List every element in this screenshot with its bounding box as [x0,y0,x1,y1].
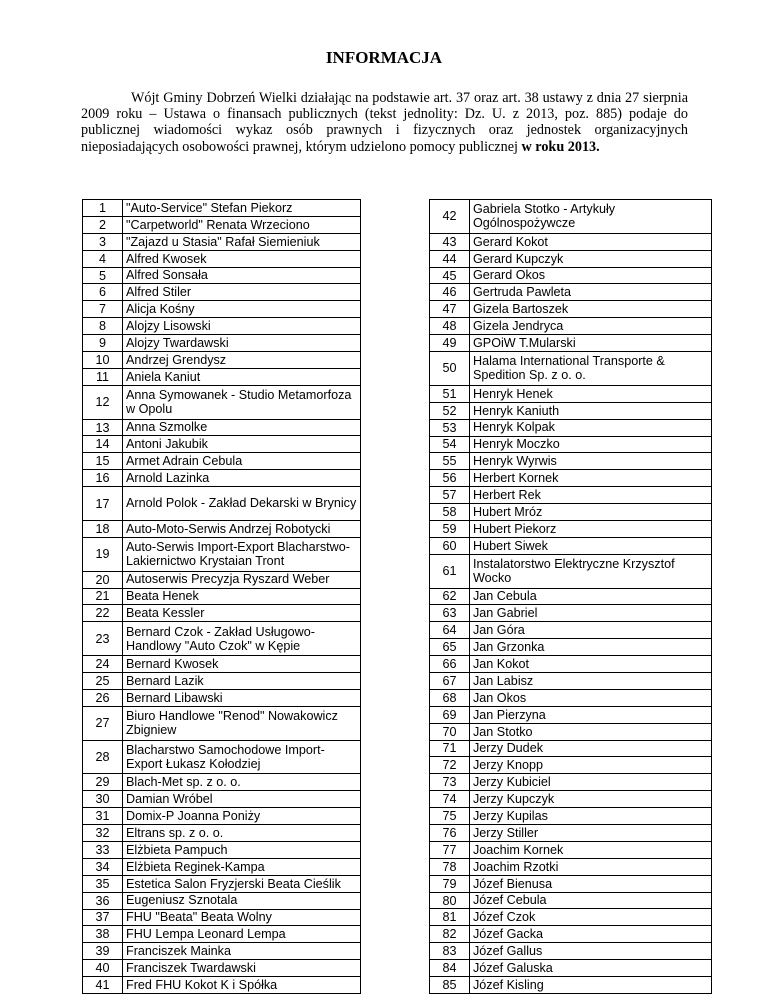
table-row [83,977,361,994]
table-row [430,385,712,402]
row-number: 64 [430,622,470,639]
beneficiary-name: Fred FHU Kokot K i Spółka [123,977,361,994]
row-number: 31 [83,808,123,825]
beneficiary-name: Herbert Kornek [470,470,712,487]
table-row [430,402,712,419]
beneficiary-name: "Zajazd u Stasia" Rafał Siemieniuk [123,233,361,250]
row-number: 51 [430,385,470,402]
row-number: 25 [83,673,123,690]
table-row [83,385,361,419]
row-number: 54 [430,436,470,453]
row-number: 69 [430,706,470,723]
intro-paragraph [81,90,688,155]
table-row [83,774,361,791]
beneficiary-name: Jerzy Dudek [470,740,712,757]
row-number: 43 [430,233,470,250]
beneficiary-table-left [82,199,361,994]
beneficiary-name: Gerard Kokot [470,233,712,250]
table-row [83,808,361,825]
table-row [430,740,712,757]
row-number: 5 [83,267,123,284]
beneficiary-name: Bernard Kwosek [123,656,361,673]
table-row [83,791,361,808]
beneficiary-name: Aniela Kaniut [123,368,361,385]
beneficiary-name: Józef Gallus [470,943,712,960]
row-number: 17 [83,487,123,521]
table-row [430,352,712,386]
table-row [83,926,361,943]
table-row [430,858,712,875]
row-number: 72 [430,757,470,774]
beneficiary-name: Henryk Wyrwis [470,453,712,470]
beneficiary-name: Jan Cebula [470,588,712,605]
beneficiary-name: Instalatorstwo Elektryczne Krzysztof Wocko [470,554,712,588]
row-number: 1 [83,200,123,217]
row-number: 58 [430,504,470,521]
beneficiary-name: Gertruda Pawleta [470,284,712,301]
table-row [430,791,712,808]
beneficiary-name: Arnold Polok - Zakład Dekarski w Brynicy [123,487,361,521]
table-row [83,673,361,690]
table-row [83,233,361,250]
table-row [430,504,712,521]
row-number: 47 [430,301,470,318]
table-row [430,689,712,706]
row-number: 68 [430,689,470,706]
beneficiary-name: Gerard Okos [470,267,712,284]
table-row [430,875,712,892]
beneficiary-name: Gizela Bartoszek [470,301,712,318]
table-row [430,250,712,267]
row-number: 59 [430,520,470,537]
row-number: 79 [430,875,470,892]
table-row [430,318,712,335]
table-row [430,284,712,301]
table-row [430,436,712,453]
beneficiary-name: Gerard Kupczyk [470,250,712,267]
row-number: 7 [83,301,123,318]
row-number: 48 [430,318,470,335]
beneficiary-name: Andrzej Grendysz [123,352,361,369]
row-number: 81 [430,909,470,926]
beneficiary-name: Józef Galuska [470,960,712,977]
table-row [430,909,712,926]
beneficiary-name: Auto-Serwis Import-Export Blacharstwo-Lakiernictwo Krystaian Tront [123,537,361,571]
beneficiary-name: Franciszek Twardawski [123,960,361,977]
table-row [83,284,361,301]
row-number: 20 [83,571,123,588]
table-row [430,588,712,605]
intro-bold-tail: w roku 2013. [521,138,600,155]
beneficiary-name: Blacharstwo Samochodowe Import-Export Łukasz Kołodziej [123,740,361,774]
row-number: 74 [430,791,470,808]
row-number: 73 [430,774,470,791]
row-number: 22 [83,605,123,622]
row-number: 50 [430,352,470,386]
table-row [83,250,361,267]
table-row [430,892,712,909]
table-row [83,588,361,605]
beneficiary-name: Armet Adrain Cebula [123,453,361,470]
table-row [83,622,361,656]
table-row [430,926,712,943]
beneficiary-name: Arnold Lazinka [123,470,361,487]
beneficiary-name: Biuro Handlowe "Renod" Nowakowicz Zbigniew [123,706,361,740]
table-row [430,622,712,639]
table-row [83,335,361,352]
table-row [430,656,712,673]
beneficiary-name: Eugeniusz Sznotala [123,892,361,909]
document-title: INFORMACJA [325,48,443,67]
row-number: 65 [430,639,470,656]
row-number: 76 [430,825,470,842]
row-number: 66 [430,656,470,673]
row-number: 28 [83,740,123,774]
table-row [430,841,712,858]
beneficiary-name: Jerzy Knopp [470,757,712,774]
beneficiary-name: Jerzy Kupilas [470,808,712,825]
table-row [430,419,712,436]
beneficiary-name: Hubert Siwek [470,537,712,554]
beneficiary-name: Alfred Sonsała [123,267,361,284]
beneficiary-name: Jerzy Kupczyk [470,791,712,808]
table-row [83,825,361,842]
table-row [83,706,361,740]
table-row [83,470,361,487]
row-number: 12 [83,385,123,419]
row-number: 18 [83,520,123,537]
table-row [83,520,361,537]
beneficiary-name: Jerzy Stiller [470,825,712,842]
table-row [83,943,361,960]
row-number: 71 [430,740,470,757]
beneficiary-name: Blach-Met sp. z o. o. [123,774,361,791]
table-row [83,740,361,774]
table-row [83,368,361,385]
beneficiary-name: Jan Okos [470,689,712,706]
row-number: 49 [430,335,470,352]
row-number: 82 [430,926,470,943]
intro-text: Wójt Gminy Dobrzeń Wielki działając na podstawie art. 37 oraz art. 38 ustawy z dnia 27 sierpnia 2009 roku – Ustawa o finansach publicznych (tekst jednolity: Dz. U. z 2013, poz. 885) podaje do publicznej wiadomości wykaz osób prawnych i fizycznych oraz jednostek organizacyjnych nieposiadających osobowości prawnej, którym udzielono pomocy publicznej [81,90,688,155]
beneficiary-name: Halama International Transporte & Spedition Sp. z o. o. [470,352,712,386]
row-number: 61 [430,554,470,588]
table-row [430,943,712,960]
row-number: 84 [430,960,470,977]
table-row [430,825,712,842]
beneficiary-name: Jan Gabriel [470,605,712,622]
row-number: 34 [83,858,123,875]
beneficiary-name: Gabriela Stotko - Artykuły Ogólnospożywcze [470,200,712,234]
row-number: 45 [430,267,470,284]
table-row [83,352,361,369]
beneficiary-name: Jan Kokot [470,656,712,673]
beneficiary-name: Jan Stotko [470,723,712,740]
table-row [83,605,361,622]
row-number: 40 [83,960,123,977]
row-number: 63 [430,605,470,622]
beneficiary-name: FHU Lempa Leonard Lempa [123,926,361,943]
beneficiary-name: Anna Szmolke [123,419,361,436]
row-number: 70 [430,723,470,740]
beneficiary-name: Damian Wróbel [123,791,361,808]
beneficiary-name: Hubert Piekorz [470,520,712,537]
beneficiary-name: Gizela Jendryca [470,318,712,335]
beneficiary-name: Bernard Libawski [123,689,361,706]
row-number: 39 [83,943,123,960]
row-number: 62 [430,588,470,605]
table-row [430,487,712,504]
row-number: 77 [430,841,470,858]
row-number: 30 [83,791,123,808]
table-row [430,267,712,284]
table-row [83,571,361,588]
table-row [83,487,361,521]
table-row [430,757,712,774]
table-row [83,318,361,335]
row-number: 26 [83,689,123,706]
table-row [430,706,712,723]
beneficiary-name: Franciszek Mainka [123,943,361,960]
table-row [430,554,712,588]
table-row [83,267,361,284]
row-number: 3 [83,233,123,250]
beneficiary-name: Alfred Kwosek [123,250,361,267]
beneficiary-name: Hubert Mróz [470,504,712,521]
table-row [83,892,361,909]
row-number: 16 [83,470,123,487]
beneficiary-name: Józef Cebula [470,892,712,909]
table-row [430,470,712,487]
beneficiary-name: Alfred Stiler [123,284,361,301]
row-number: 67 [430,672,470,689]
row-number: 4 [83,250,123,267]
row-number: 14 [83,436,123,453]
table-row [83,909,361,926]
row-number: 10 [83,352,123,369]
row-number: 38 [83,926,123,943]
row-number: 36 [83,892,123,909]
beneficiary-name: Jan Pierzyna [470,706,712,723]
row-number: 32 [83,825,123,842]
beneficiary-name: Elżbieta Pampuch [123,841,361,858]
beneficiary-name: Herbert Rek [470,487,712,504]
table-row [83,200,361,217]
beneficiary-name: "Auto-Service" Stefan Piekorz [123,200,361,217]
row-number: 57 [430,487,470,504]
row-number: 78 [430,858,470,875]
row-number: 52 [430,402,470,419]
beneficiary-name: Estetica Salon Fryzjerski Beata Cieślik [123,875,361,892]
beneficiary-name: Alicja Kośny [123,301,361,318]
beneficiary-name: Autoserwis Precyzja Ryszard Weber [123,571,361,588]
table-row [430,672,712,689]
row-number: 35 [83,875,123,892]
table-row [430,605,712,622]
row-number: 11 [83,368,123,385]
beneficiary-name: Jerzy Kubiciel [470,774,712,791]
table-row [430,537,712,554]
row-number: 8 [83,318,123,335]
beneficiary-name: Joachim Kornek [470,841,712,858]
table-row [83,537,361,571]
table-row [430,639,712,656]
row-number: 15 [83,453,123,470]
row-number: 37 [83,909,123,926]
row-number: 24 [83,656,123,673]
beneficiary-name: Henryk Henek [470,385,712,402]
beneficiary-name: Henryk Kaniuth [470,402,712,419]
table-row [430,723,712,740]
table-row [83,301,361,318]
beneficiary-name: Joachim Rzotki [470,858,712,875]
beneficiary-name: FHU "Beata" Beata Wolny [123,909,361,926]
table-row [430,233,712,250]
row-number: 83 [430,943,470,960]
beneficiary-name: Józef Bienusa [470,875,712,892]
beneficiary-name: Alojzy Lisowski [123,318,361,335]
row-number: 29 [83,774,123,791]
table-row [430,960,712,977]
row-number: 55 [430,453,470,470]
table-row [430,335,712,352]
beneficiary-name: Auto-Moto-Serwis Andrzej Robotycki [123,520,361,537]
beneficiary-name: Beata Kessler [123,605,361,622]
row-number: 27 [83,706,123,740]
row-number: 6 [83,284,123,301]
beneficiary-name: Jan Grzonka [470,639,712,656]
beneficiary-name: Eltrans sp. z o. o. [123,825,361,842]
row-number: 2 [83,216,123,233]
row-number: 53 [430,419,470,436]
table-row [430,774,712,791]
beneficiary-name: Beata Henek [123,588,361,605]
row-number: 9 [83,335,123,352]
table-row [83,858,361,875]
row-number: 56 [430,470,470,487]
table-row [83,960,361,977]
table-row [430,977,712,994]
table-row [83,841,361,858]
beneficiary-table-right [429,199,712,994]
row-number: 13 [83,419,123,436]
table-row [430,453,712,470]
table-row [83,419,361,436]
table-row [430,520,712,537]
row-number: 41 [83,977,123,994]
beneficiary-name: Bernard Lazik [123,673,361,690]
beneficiary-name: Józef Czok [470,909,712,926]
row-number: 46 [430,284,470,301]
beneficiary-name: Elżbieta Reginek-Kampa [123,858,361,875]
beneficiary-name: Henryk Moczko [470,436,712,453]
beneficiary-name: GPOiW T.Mularski [470,335,712,352]
beneficiary-name: Jan Labisz [470,672,712,689]
table-row [83,453,361,470]
row-number: 80 [430,892,470,909]
beneficiary-name: Alojzy Twardawski [123,335,361,352]
row-number: 21 [83,588,123,605]
beneficiary-name: Jan Góra [470,622,712,639]
table-row [430,808,712,825]
table-row [83,689,361,706]
row-number: 75 [430,808,470,825]
row-number: 19 [83,537,123,571]
table-row [83,875,361,892]
table-row [83,216,361,233]
table-row [83,656,361,673]
row-number: 44 [430,250,470,267]
beneficiary-name: Domix-P Joanna Poniży [123,808,361,825]
beneficiary-name: Antoni Jakubik [123,436,361,453]
row-number: 33 [83,841,123,858]
beneficiary-name: Anna Symowanek - Studio Metamorfoza w Opolu [123,385,361,419]
row-number: 42 [430,200,470,234]
beneficiary-name: Józef Kisling [470,977,712,994]
beneficiary-name: "Carpetworld" Renata Wrzeciono [123,216,361,233]
table-row [430,200,712,234]
beneficiary-name: Henryk Kolpak [470,419,712,436]
row-number: 85 [430,977,470,994]
beneficiary-name: Bernard Czok - Zakład Usługowo-Handlowy "Auto Czok" w Kępie [123,622,361,656]
row-number: 23 [83,622,123,656]
beneficiary-name: Józef Gacka [470,926,712,943]
row-number: 60 [430,537,470,554]
table-row [430,301,712,318]
table-row [83,436,361,453]
